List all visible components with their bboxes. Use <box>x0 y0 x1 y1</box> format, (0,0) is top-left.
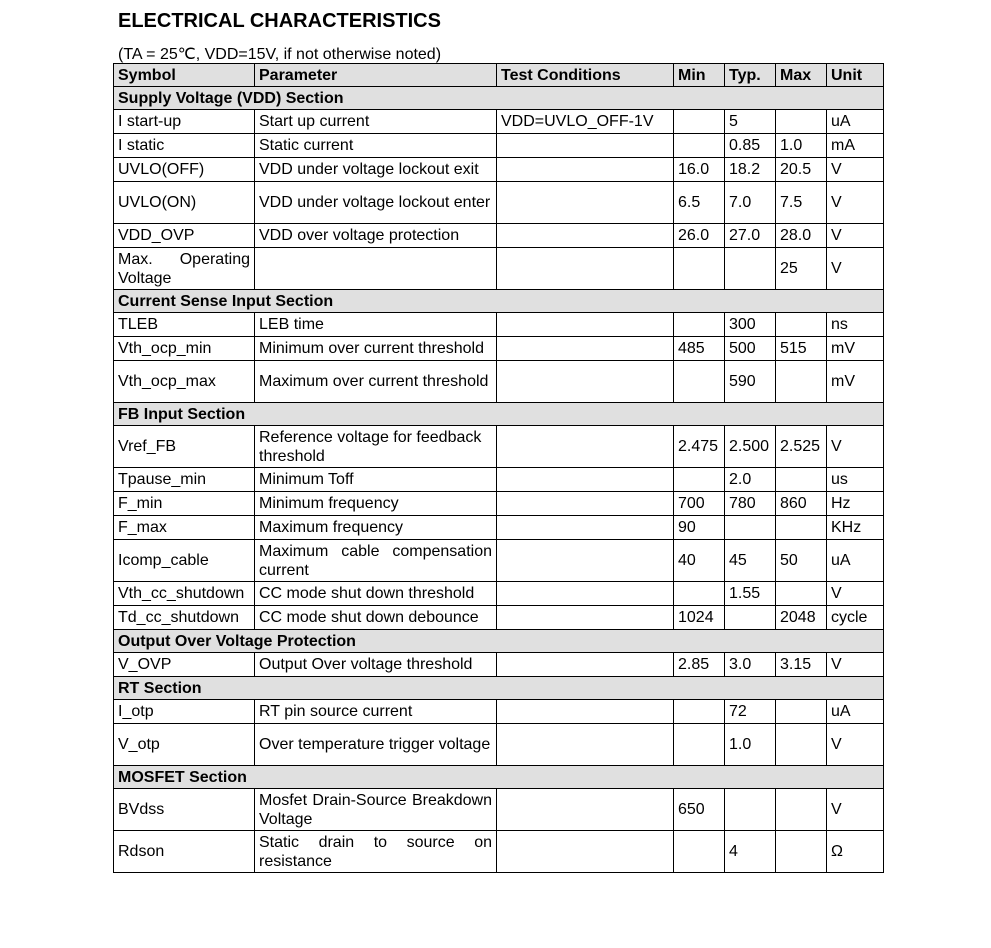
max-cell <box>776 582 827 606</box>
unit-cell: V <box>827 426 884 468</box>
test-condition-cell <box>497 337 674 361</box>
typ-cell <box>725 248 776 290</box>
typ-cell: 72 <box>725 700 776 724</box>
typ-cell: 2.0 <box>725 468 776 492</box>
max-cell: 2048 <box>776 606 827 630</box>
section-title: Current Sense Input Section <box>114 290 884 313</box>
parameter-cell: Start up current <box>255 110 497 134</box>
typ-cell: 27.0 <box>725 224 776 248</box>
symbol-cell: Vth_ocp_max <box>114 361 255 403</box>
unit-cell: ns <box>827 313 884 337</box>
parameter-cell: Output Over voltage threshold <box>255 653 497 677</box>
section-header-row <box>114 290 884 313</box>
section-title: MOSFET Section <box>114 766 884 789</box>
parameter-cell: Minimum frequency <box>255 492 497 516</box>
test-condition-cell <box>497 606 674 630</box>
parameter-cell: CC mode shut down debounce <box>255 606 497 630</box>
table-row <box>114 182 884 224</box>
typ-cell: 300 <box>725 313 776 337</box>
symbol-cell: Vth_ocp_min <box>114 337 255 361</box>
typ-cell <box>725 606 776 630</box>
test-condition-cell <box>497 134 674 158</box>
min-cell: 26.0 <box>674 224 725 248</box>
unit-cell: V <box>827 182 884 224</box>
typ-cell: 7.0 <box>725 182 776 224</box>
test-condition-cell <box>497 724 674 766</box>
min-cell <box>674 582 725 606</box>
parameter-cell: Maximum over current threshold <box>255 361 497 403</box>
typ-cell: 0.85 <box>725 134 776 158</box>
test-condition-cell <box>497 182 674 224</box>
test-condition-cell <box>497 516 674 540</box>
test-condition-cell <box>497 361 674 403</box>
table-row <box>114 606 884 630</box>
table-row <box>114 831 884 873</box>
table-row <box>114 361 884 403</box>
table-row <box>114 724 884 766</box>
unit-cell: V <box>827 582 884 606</box>
typ-cell: 3.0 <box>725 653 776 677</box>
symbol-cell: VDD_OVP <box>114 224 255 248</box>
max-cell <box>776 700 827 724</box>
symbol-cell: Tpause_min <box>114 468 255 492</box>
unit-cell: KHz <box>827 516 884 540</box>
symbol-cell: Td_cc_shutdown <box>114 606 255 630</box>
section-title: RT Section <box>114 677 884 700</box>
min-cell <box>674 724 725 766</box>
max-cell: 7.5 <box>776 182 827 224</box>
parameter-cell: VDD under voltage lockout enter <box>255 182 497 224</box>
unit-cell: uA <box>827 540 884 582</box>
symbol-cell: TLEB <box>114 313 255 337</box>
test-condition-cell <box>497 831 674 873</box>
header-max: Max <box>776 64 827 87</box>
header-test-conditions: Test Conditions <box>497 64 674 87</box>
unit-cell: Hz <box>827 492 884 516</box>
parameter-cell: Static current <box>255 134 497 158</box>
table-row <box>114 134 884 158</box>
symbol-cell: Vref_FB <box>114 426 255 468</box>
table-row <box>114 492 884 516</box>
unit-cell: uA <box>827 110 884 134</box>
unit-cell: uA <box>827 700 884 724</box>
header-unit: Unit <box>827 64 884 87</box>
max-cell <box>776 831 827 873</box>
max-cell <box>776 724 827 766</box>
typ-cell: 1.55 <box>725 582 776 606</box>
table-row <box>114 516 884 540</box>
typ-cell: 18.2 <box>725 158 776 182</box>
parameter-cell <box>255 248 497 290</box>
unit-cell: V <box>827 248 884 290</box>
parameter-cell: Minimum over current threshold <box>255 337 497 361</box>
min-cell: 650 <box>674 789 725 831</box>
table-row <box>114 789 884 831</box>
test-condition-cell <box>497 426 674 468</box>
test-condition-cell: VDD=UVLO_OFF-1V <box>497 110 674 134</box>
parameter-cell: Maximum cable compensation current <box>255 540 497 582</box>
table-row <box>114 582 884 606</box>
table-row <box>114 110 884 134</box>
header-min: Min <box>674 64 725 87</box>
unit-cell: cycle <box>827 606 884 630</box>
typ-cell: 780 <box>725 492 776 516</box>
symbol-cell: F_min <box>114 492 255 516</box>
header-symbol: Symbol <box>114 64 255 87</box>
test-condition-cell <box>497 789 674 831</box>
table-row <box>114 158 884 182</box>
parameter-cell: LEB time <box>255 313 497 337</box>
section-title: Output Over Voltage Protection <box>114 630 884 653</box>
parameter-cell: Reference voltage for feedback threshold <box>255 426 497 468</box>
test-condition-cell <box>497 700 674 724</box>
unit-cell: mV <box>827 337 884 361</box>
test-condition-cell <box>497 224 674 248</box>
section-header-row <box>114 403 884 426</box>
symbol-cell: Vth_cc_shutdown <box>114 582 255 606</box>
unit-cell: us <box>827 468 884 492</box>
test-condition-cell <box>497 492 674 516</box>
min-cell: 1024 <box>674 606 725 630</box>
header-typ: Typ. <box>725 64 776 87</box>
section-title: Supply Voltage (VDD) Section <box>114 87 884 110</box>
max-cell <box>776 789 827 831</box>
symbol-cell: I static <box>114 134 255 158</box>
test-conditions-note: (TA = 25℃, VDD=15V, if not otherwise noted) <box>118 46 442 63</box>
symbol-cell: Max. Operating Voltage <box>114 248 255 290</box>
section-header-row <box>114 87 884 110</box>
page-title: ELECTRICAL CHARACTERISTICS <box>118 10 441 32</box>
parameter-cell: Mosfet Drain-Source Breakdown Voltage <box>255 789 497 831</box>
max-cell: 860 <box>776 492 827 516</box>
symbol-cell: UVLO(OFF) <box>114 158 255 182</box>
max-cell: 1.0 <box>776 134 827 158</box>
max-cell: 50 <box>776 540 827 582</box>
table-row <box>114 337 884 361</box>
unit-cell: V <box>827 724 884 766</box>
symbol-cell: BVdss <box>114 789 255 831</box>
max-cell: 2.525 <box>776 426 827 468</box>
min-cell <box>674 700 725 724</box>
min-cell <box>674 134 725 158</box>
test-condition-cell <box>497 158 674 182</box>
max-cell: 20.5 <box>776 158 827 182</box>
unit-cell: mA <box>827 134 884 158</box>
max-cell: 28.0 <box>776 224 827 248</box>
test-condition-cell <box>497 468 674 492</box>
table-row <box>114 313 884 337</box>
max-cell <box>776 361 827 403</box>
symbol-cell: V_otp <box>114 724 255 766</box>
electrical-characteristics-table <box>113 63 884 873</box>
typ-cell: 500 <box>725 337 776 361</box>
symbol-cell: V_OVP <box>114 653 255 677</box>
max-cell <box>776 110 827 134</box>
table-row <box>114 248 884 290</box>
typ-cell <box>725 789 776 831</box>
min-cell: 16.0 <box>674 158 725 182</box>
min-cell: 700 <box>674 492 725 516</box>
min-cell: 90 <box>674 516 725 540</box>
unit-cell: V <box>827 158 884 182</box>
min-cell: 2.475 <box>674 426 725 468</box>
unit-cell: V <box>827 789 884 831</box>
parameter-cell: CC mode shut down threshold <box>255 582 497 606</box>
unit-cell: mV <box>827 361 884 403</box>
typ-cell: 2.500 <box>725 426 776 468</box>
max-cell <box>776 516 827 540</box>
table-row <box>114 468 884 492</box>
max-cell: 515 <box>776 337 827 361</box>
test-condition-cell <box>497 313 674 337</box>
min-cell <box>674 468 725 492</box>
max-cell: 25 <box>776 248 827 290</box>
typ-cell <box>725 516 776 540</box>
table-header-row <box>114 64 884 87</box>
typ-cell: 590 <box>725 361 776 403</box>
typ-cell: 5 <box>725 110 776 134</box>
min-cell <box>674 248 725 290</box>
symbol-cell: UVLO(ON) <box>114 182 255 224</box>
min-cell <box>674 361 725 403</box>
min-cell <box>674 313 725 337</box>
min-cell: 40 <box>674 540 725 582</box>
symbol-cell: I start-up <box>114 110 255 134</box>
parameter-cell: Over temperature trigger voltage <box>255 724 497 766</box>
min-cell: 485 <box>674 337 725 361</box>
max-cell <box>776 313 827 337</box>
test-condition-cell <box>497 540 674 582</box>
typ-cell: 4 <box>725 831 776 873</box>
unit-cell: V <box>827 224 884 248</box>
parameter-cell: Static drain to source on resistance <box>255 831 497 873</box>
test-condition-cell <box>497 653 674 677</box>
max-cell <box>776 468 827 492</box>
test-condition-cell <box>497 248 674 290</box>
test-condition-cell <box>497 582 674 606</box>
table-body <box>114 87 884 873</box>
section-title: FB Input Section <box>114 403 884 426</box>
min-cell <box>674 110 725 134</box>
section-header-row <box>114 677 884 700</box>
parameter-cell: VDD over voltage protection <box>255 224 497 248</box>
typ-cell: 45 <box>725 540 776 582</box>
unit-cell: V <box>827 653 884 677</box>
min-cell: 2.85 <box>674 653 725 677</box>
symbol-cell: Rdson <box>114 831 255 873</box>
max-cell: 3.15 <box>776 653 827 677</box>
symbol-cell: F_max <box>114 516 255 540</box>
parameter-cell: Minimum Toff <box>255 468 497 492</box>
table-row <box>114 224 884 248</box>
section-header-row <box>114 630 884 653</box>
min-cell <box>674 831 725 873</box>
section-header-row <box>114 766 884 789</box>
parameter-cell: Maximum frequency <box>255 516 497 540</box>
parameter-cell: RT pin source current <box>255 700 497 724</box>
table-row <box>114 540 884 582</box>
unit-cell: Ω <box>827 831 884 873</box>
symbol-cell: Icomp_cable <box>114 540 255 582</box>
symbol-cell: I_otp <box>114 700 255 724</box>
table-row <box>114 700 884 724</box>
min-cell: 6.5 <box>674 182 725 224</box>
header-parameter: Parameter <box>255 64 497 87</box>
table-row <box>114 426 884 468</box>
table-row <box>114 653 884 677</box>
typ-cell: 1.0 <box>725 724 776 766</box>
parameter-cell: VDD under voltage lockout exit <box>255 158 497 182</box>
